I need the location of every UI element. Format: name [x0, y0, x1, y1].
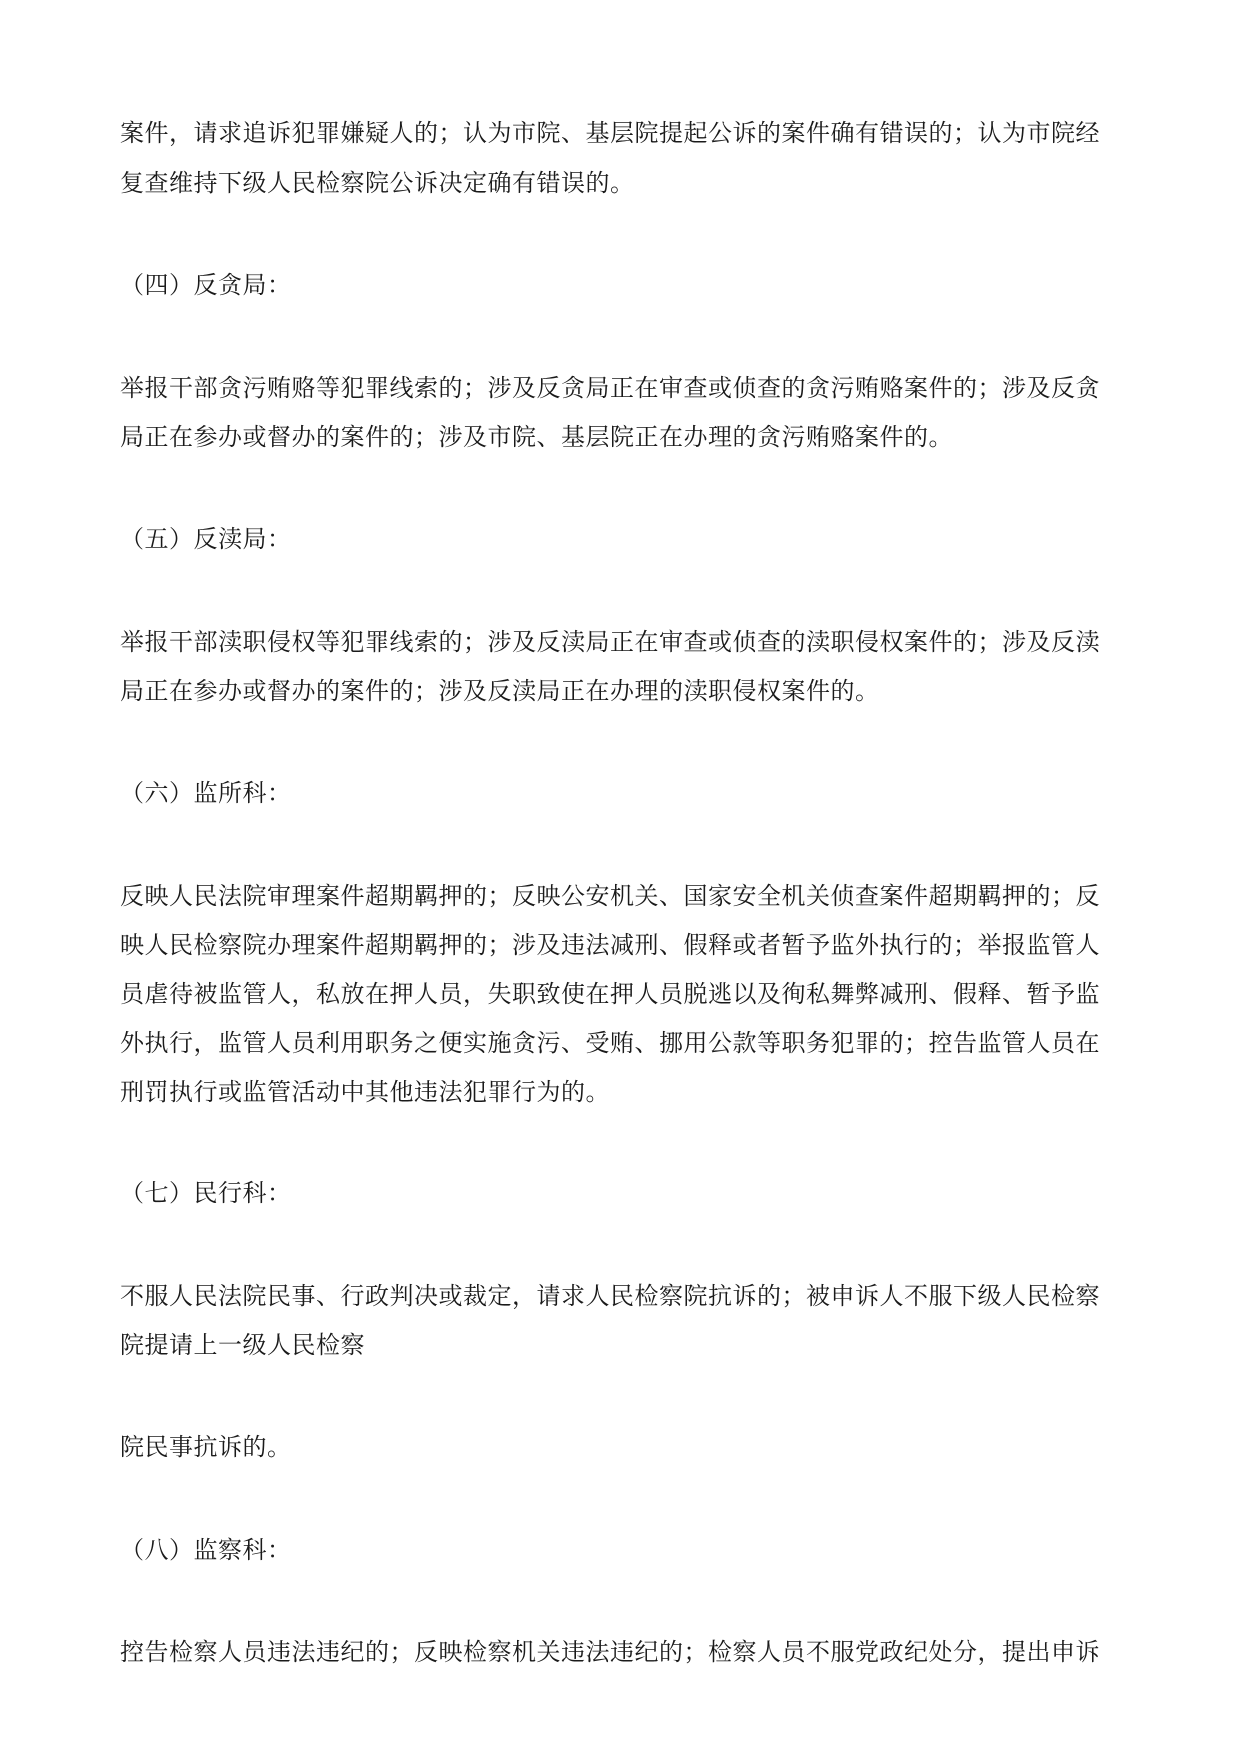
section-heading-prison-supervision: （六）监所科： — [120, 779, 292, 807]
paragraph-line: 映人民检察院办理案件超期羁押的；涉及违法减刑、假释或者暂予监外执行的；举报监管人 — [120, 931, 1100, 959]
paragraph-line: 局正在参办或督办的案件的；涉及市院、基层院正在办理的贪污贿赂案件的。 — [120, 423, 953, 451]
section-heading-inspection: （八）监察科： — [120, 1536, 292, 1564]
section-heading-civil-administrative: （七）民行科： — [120, 1179, 292, 1207]
paragraph-line: 复查维持下级人民检察院公诉决定确有错误的。 — [120, 169, 635, 197]
paragraph-line: 院民事抗诉的。 — [120, 1433, 292, 1461]
paragraph-line: 员虐待被监管人，私放在押人员，失职致使在押人员脱逃以及徇私舞弊减刑、假释、暂予监 — [120, 980, 1100, 1008]
paragraph-line: 控告检察人员违法违纪的；反映检察机关违法违纪的；检察人员不服党政纪处分，提出申诉 — [120, 1638, 1100, 1666]
paragraph-line: 反映人民法院审理案件超期羁押的；反映公安机关、国家安全机关侦查案件超期羁押的；反 — [120, 882, 1100, 910]
paragraph-line: 举报干部贪污贿赂等犯罪线索的；涉及反贪局正在审查或侦查的贪污贿赂案件的；涉及反贪 — [120, 374, 1100, 402]
paragraph-line: 局正在参办或督办的案件的；涉及反渎局正在办理的渎职侵权案件的。 — [120, 677, 880, 705]
paragraph-line: 刑罚执行或监管活动中其他违法犯罪行为的。 — [120, 1078, 610, 1106]
paragraph-line: 外执行，监管人员利用职务之便实施贪污、受贿、挪用公款等职务犯罪的；控告监管人员在 — [120, 1029, 1100, 1057]
paragraph-line: 举报干部渎职侵权等犯罪线索的；涉及反渎局正在审查或侦查的渎职侵权案件的；涉及反渎 — [120, 628, 1100, 656]
section-heading-anti-dereliction: （五）反渎局： — [120, 525, 292, 553]
paragraph-line: 不服人民法院民事、行政判决或裁定，请求人民检察院抗诉的；被申诉人不服下级人民检察 — [120, 1282, 1100, 1310]
paragraph-line: 院提请上一级人民检察 — [120, 1331, 365, 1359]
section-heading-anti-corruption: （四）反贪局： — [120, 271, 292, 299]
paragraph-line: 案件，请求追诉犯罪嫌疑人的；认为市院、基层院提起公诉的案件确有错误的；认为市院经 — [120, 119, 1100, 147]
